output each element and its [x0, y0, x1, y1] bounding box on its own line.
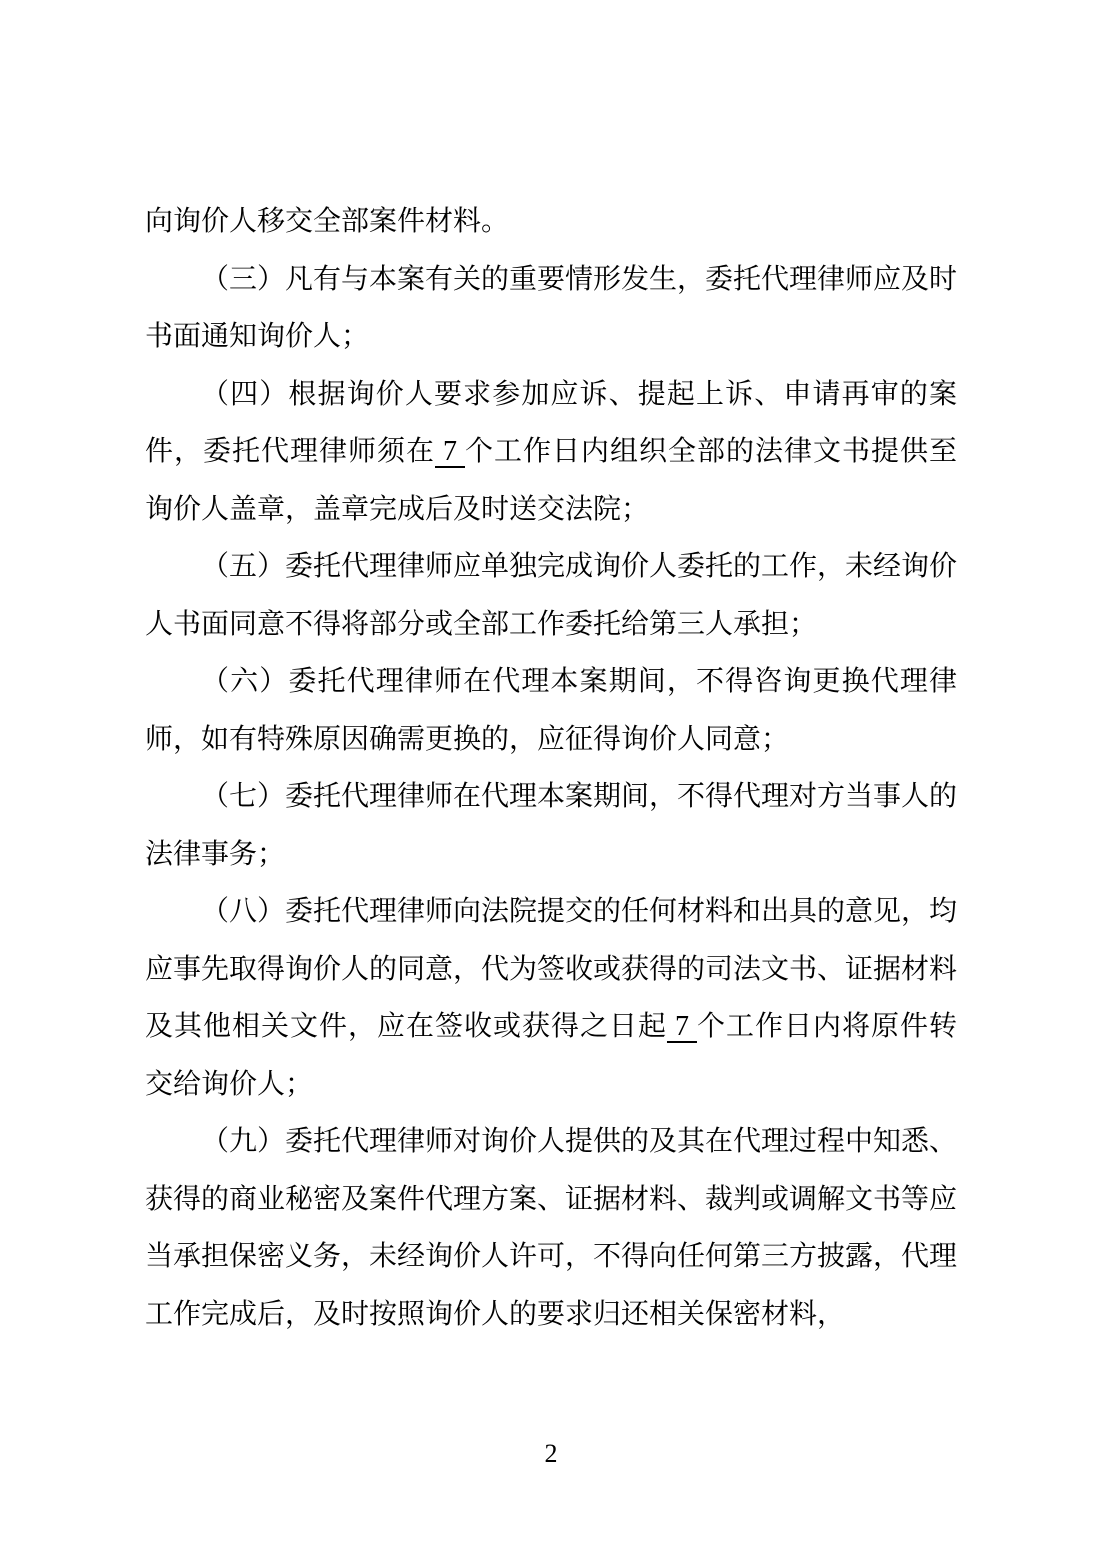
- underlined-value: 7: [666, 1011, 697, 1042]
- text-run: （七）委托代理律师在代理本案期间，不得代理对方当事人的法律事务；: [145, 781, 958, 870]
- text-run: （五）委托代理律师应单独完成询价人委托的工作，未经询价人书面同意不得将部分或全部工作委托给第三人承担；: [145, 551, 958, 640]
- page-number: 2: [544, 1439, 558, 1468]
- text-run: 个工作日内组织全部的法律文书提供至询价人盖章，盖章完成后及时送交法院；: [145, 436, 957, 525]
- underlined-value: 7: [435, 436, 465, 467]
- paragraph-item-3: [145, 251, 957, 366]
- paragraph-item-7: [145, 768, 957, 883]
- paragraph-item-5: [145, 538, 957, 653]
- paragraph-continuation: [145, 193, 957, 251]
- text-run: （四）根据询价人要求参加应诉、提起上诉、申请再审的案件，委托代理律师须在: [145, 378, 957, 467]
- paragraph-item-6: [145, 653, 957, 768]
- paragraph-item-9: [145, 1113, 957, 1343]
- paragraph-item-4: [145, 366, 957, 539]
- text-run: （九）委托代理律师对询价人提供的及其在代理过程中知悉、获得的商业秘密及案件代理方案、证据材料、裁判或调解文书等应当承担保密义务，未经询价人许可，不得向任何第三方披露，代理工作完成后，及时按照询价人的要求归还相关保密材料，: [145, 1126, 958, 1330]
- document-body: [145, 193, 957, 1343]
- text-run: 向询价人移交全部案件材料。: [145, 206, 510, 237]
- text-run: （三）凡有与本案有关的重要情形发生，委托代理律师应及时书面通知询价人；: [145, 263, 958, 352]
- text-run: （六）委托代理律师在代理本案期间，不得咨询更换代理律师，如有特殊原因确需更换的，应征得询价人同意；: [145, 666, 957, 755]
- text-run: 个工作日内将原件转交给询价人；: [145, 1011, 957, 1100]
- text-run: （八）委托代理律师向法院提交的任何材料和出具的意见，均应事先取得询价人的同意，代为签收或获得的司法文书、证据材料及其他相关文件，应在签收或获得之日起: [145, 896, 958, 1042]
- paragraph-item-8: [145, 883, 957, 1113]
- page-footer: [0, 1438, 1102, 1470]
